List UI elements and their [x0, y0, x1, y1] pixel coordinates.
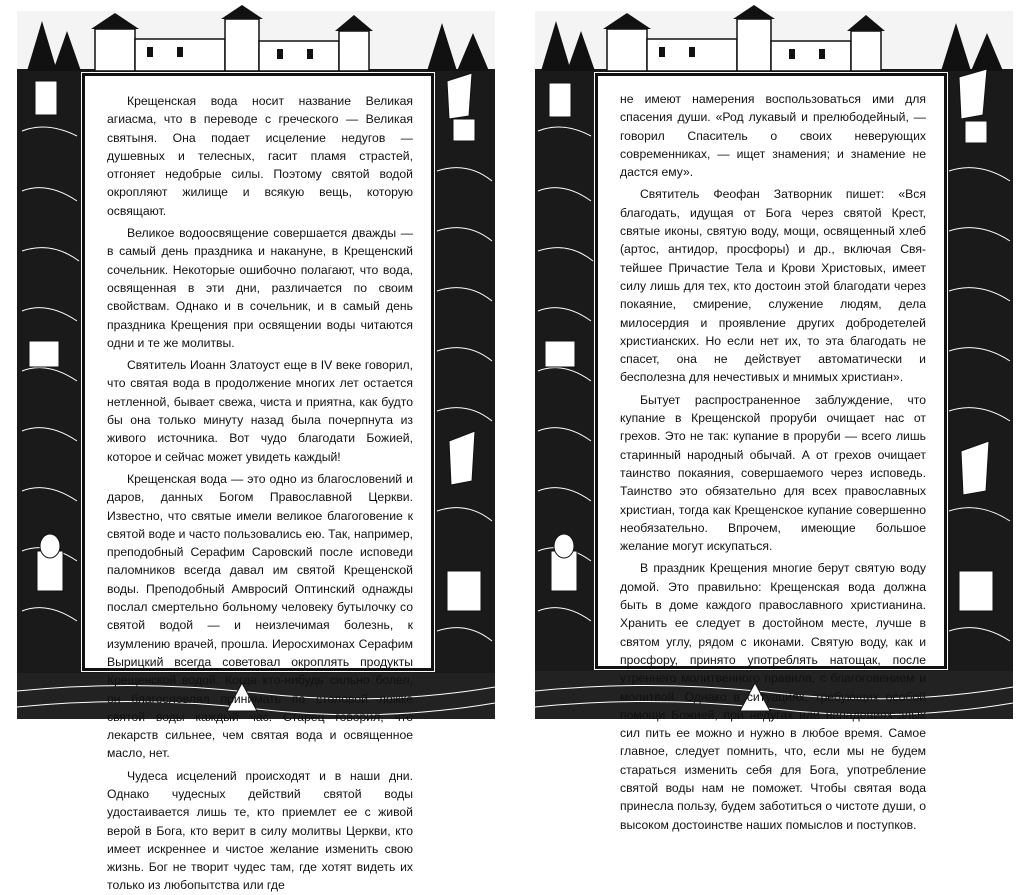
left-paragraph: Крещенская вода носит название Великая агиасма, что в переводе с греческого — Великая святыня. Она подает исцеление недугов — душевных и телесных, гасит пламя страстей, отгоняет недобрые силы. Поэтому святой водой окропляют жилище и всякую вещь, которую освящают.: [107, 94, 413, 218]
right-paragraph: Святитель Феофан Затворник пишет: «Вся благодать, идущая от Бога через святой Крест, святые иконы, святую воду, мощи, освященный хлеб (артос, антидор, просфоры) и др., включая Святейшее Причастие Тела и Крови Христовых, имеет силу лишь для тех, кто достоин этой благодати через покаяние, смирение, служение людям, дела милосердия и проявление других добродетелей христианских. Но если нет их, то эта благодать не спасет, она не действует автоматически и бесполезна для нечестивых и мнимых христиан».: [620, 187, 926, 385]
left-paragraph: Крещенская вода — это одно из благословений и даров, данных Богом Православной Церкви. Известно, что святые имели великое благоговение к святой воде и часто пользовались ею. Так, например, преподобный Серафим Саровский после исповеди паломников всегда давал им святой Крещенской воды. Преподобный Амвросий Оптинский однажды послал смертельно больному человеку бутылочку со святой водой — и неизлечимая болезнь, к изумлению врачей, прошла. Иеросхимонах Серафим Вырицкий всегда советовал окроплять продукты Крещенской водой. Когда кто-нибудь сильно болел, он благословлял принимать по столовой ложке святой воды каждый час. Старец говорил, что лекарств сильнее, чем святая вода и освященное масло, нет.: [107, 471, 413, 761]
left-paragraph: Чудеса исцелений происходят и в наши дни. Однако чудесных действий святой воды удостаивается лишь те, кто приемлет ее с живой верой в Бога, кто верит в силу молитвы Церкви, кто имеет искреннее и чистое желание изменить свою жизнь. Бог не творит чудес там, где хотят видеть их только из любопытства или где: [107, 768, 413, 893]
left-text-block: [82, 73, 434, 893]
left-page: [17, 11, 495, 893]
right-paragraph: Бытует распространенное заблуждение, что купание в Крещенской проруби очищает нас от грехов. Это не так: купание в проруби — всего лишь старинный народный обычай. А от грехов очищает таинство покаяния, совершаемого через исповедь. Таинство это обязательно для всех православных христиан, тогда как Крещенское купание совершенно необязательно. Впрочем, имеющие большое желание могут искупаться.: [620, 392, 926, 554]
right-page: [535, 11, 1013, 832]
right-continuation-paragraph: не имеют намерения воспользоваться ими для спасения души. «Род лукавый и прелюбодейный, — говорил Спаситель о своих неверующих современниках, — ищет знамения; и знамение не дастся ему».: [620, 92, 926, 180]
left-paragraph: Святитель Иоанн Златоуст еще в IV веке говорил, что святая вода в продолжение многих лет остается нетленной, бывает свежа, чиста и приятна, как будто бы она только минуту назад была почерпнута из живого источника. Вот чудо благодати Божией, которое и сейчас может увидеть каждый!: [107, 358, 413, 464]
right-text-block: [595, 73, 947, 832]
left-paragraph: Великое водоосвящение совершается дважды — в самый день праздника и накануне, в Крещенский сочельник. Некоторые ошибочно полагают, что вода, освященная в эти дни, различается по своим свойствам. Однако и в сочельник, и в самый день праздника Крещения при освящении воды читаются одни и те же молитвы.: [107, 226, 413, 350]
right-paragraph: В праздник Крещения многие берут святую воду домой. Это правильно: Крещенская вода должна быть в доме каждого православного христианина. Хранить ее следует в достойном месте, лучше в святом углу, рядом с иконами. Святую воду, как и просфору, принято употреблять натощак, после утреннего молитвенного правила, с благоговением и молитвой. Однако в ситуациях, требующих особой помощи Божией, при недугах или нападениях злых сил пить ее можно и нужно в любое время. Самое главное, следует помнить, что, если мы не будем стараться изменить себя для Бога, употребление святой воды нам не поможет. Чтобы святая вода принесла пользу, будем заботиться о чистоте души, о высоком достоинстве наших помыслов и поступков.: [620, 561, 926, 832]
